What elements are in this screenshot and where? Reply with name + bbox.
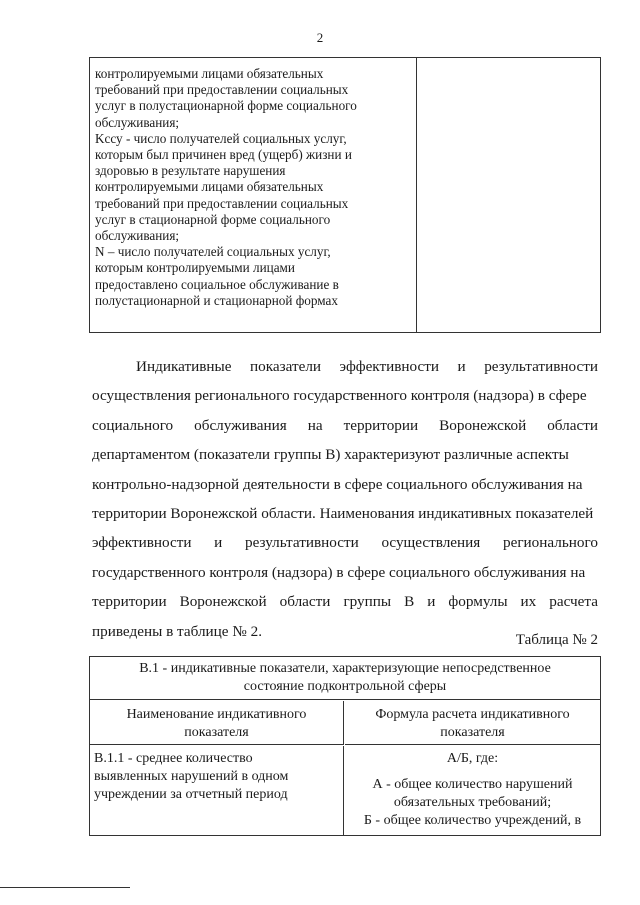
paragraph-word: формулы [448, 593, 508, 611]
paragraph-word: эффективности [92, 534, 192, 552]
paragraph-word: контрольно-надзорной деятельности в сфере социального обслуживания на [92, 475, 583, 493]
paragraph-word: расчета [549, 593, 598, 611]
text-line: услуг в полустационарной форме социального [95, 98, 357, 114]
paragraph-line [92, 352, 598, 381]
paragraph-line [92, 470, 598, 499]
paragraph-word: территории Воронежской области. Наименования индикативных показателей [92, 504, 594, 522]
paragraph-line [92, 381, 598, 410]
cell-line: А - общее количество нарушений [372, 777, 573, 792]
body-paragraph [92, 352, 598, 646]
text-line: обслуживания; [95, 228, 180, 244]
paragraph-word: и [427, 593, 436, 611]
indicator-formula-cell [345, 746, 600, 835]
text-line: которым контролируемыми лицами [95, 260, 295, 276]
paragraph-word: и [457, 358, 466, 375]
paragraph-word: на [307, 416, 323, 434]
column-header-line: Наименование индикативного [126, 707, 307, 722]
paragraph-line [92, 440, 598, 469]
paragraph-line [92, 499, 598, 528]
paragraph-line [92, 411, 598, 440]
paragraph-word: государственного контроля (надзора) в сфере социального обслуживания на [92, 563, 586, 581]
paragraph-word: их [520, 593, 537, 611]
column-header-formula [345, 701, 600, 745]
text-line: Kссу - число получателей социальных услуг, [95, 130, 347, 146]
cell-line: обязательных требований; [393, 795, 552, 810]
paragraph-word: и [214, 534, 223, 552]
paragraph-word: Воронежской [179, 593, 267, 611]
continued-table [89, 57, 601, 333]
cell-line: выявленных нарушений в одном [94, 769, 289, 784]
paragraph-line [92, 587, 598, 616]
footer-rule [0, 887, 130, 888]
text-line: N – число получателей социальных услуг, [95, 244, 331, 260]
indicator-table [89, 656, 601, 836]
text-line: требований при предоставлении социальных [95, 195, 349, 211]
cell-line: В.1.1 - среднее количество [94, 751, 253, 766]
paragraph-word: области [547, 416, 598, 434]
paragraph-word: результативности [484, 358, 598, 375]
paragraph-word: эффективности [339, 358, 440, 375]
column-header-line: показателя [440, 725, 505, 740]
cell-line: учреждении за отчетный период [94, 787, 288, 802]
text-line: обслуживания; [95, 114, 180, 130]
paragraph-word: территории [343, 416, 419, 434]
paragraph-word: осуществления [381, 534, 481, 552]
table-section-header [90, 657, 600, 700]
paragraph-line [92, 558, 598, 587]
column-header-name [90, 701, 344, 745]
paragraph-word: социального [92, 416, 174, 434]
paragraph-word: группы [343, 593, 392, 611]
table-label: Таблица № 2 [515, 632, 598, 648]
paragraph-word: показатели [249, 358, 322, 375]
paragraph-word: территории [92, 593, 167, 611]
column-header-line: показателя [184, 725, 249, 740]
paragraph-word: обслуживания [194, 416, 287, 434]
paragraph-word: Воронежской [439, 416, 527, 434]
paragraph-word: области [279, 593, 331, 611]
paragraph-word: результативности [245, 534, 359, 552]
page-number: 2 [316, 30, 324, 45]
continued-table-left-cell [90, 58, 417, 332]
text-line: полустационарной и стационарной формах [95, 292, 338, 308]
indicator-name-cell [90, 746, 344, 835]
text-line: здоровью в результате нарушения [95, 163, 286, 179]
section-header-line: В.1 - индикативные показатели, характеризующие непосредственное [139, 661, 551, 676]
paragraph-word: В [404, 593, 415, 611]
text-line: контролируемыми лицами обязательных [95, 66, 324, 81]
column-header-line: Формула расчета индикативного [375, 707, 570, 722]
text-line: услуг в стационарной форме социального [95, 211, 331, 227]
paragraph-word: Индикативные [136, 358, 232, 375]
text-line: предоставлено социальное обслуживание в [95, 276, 339, 292]
paragraph-line [92, 528, 598, 557]
text-line: требований при предоставлении социальных [95, 82, 349, 98]
paragraph-word: приведены в таблице № 2. [92, 622, 262, 640]
paragraph-word: осуществления регионального государственного контроля (надзора) в сфере [92, 387, 587, 405]
cell-line: А/Б, где: [446, 751, 499, 766]
cell-line: Б - общее количество учреждений, в [363, 813, 582, 828]
paragraph-word: регионального [502, 534, 598, 552]
continued-table-text [95, 66, 413, 309]
text-line: которым был причинен вред (ущерб) жизни и [95, 147, 352, 163]
text-line: контролируемыми лицами обязательных [95, 179, 324, 195]
paragraph-word: департаментом (показатели группы В) характеризуют различные аспекты [92, 446, 569, 464]
section-header-line: состояние подконтрольной сферы [243, 679, 447, 694]
